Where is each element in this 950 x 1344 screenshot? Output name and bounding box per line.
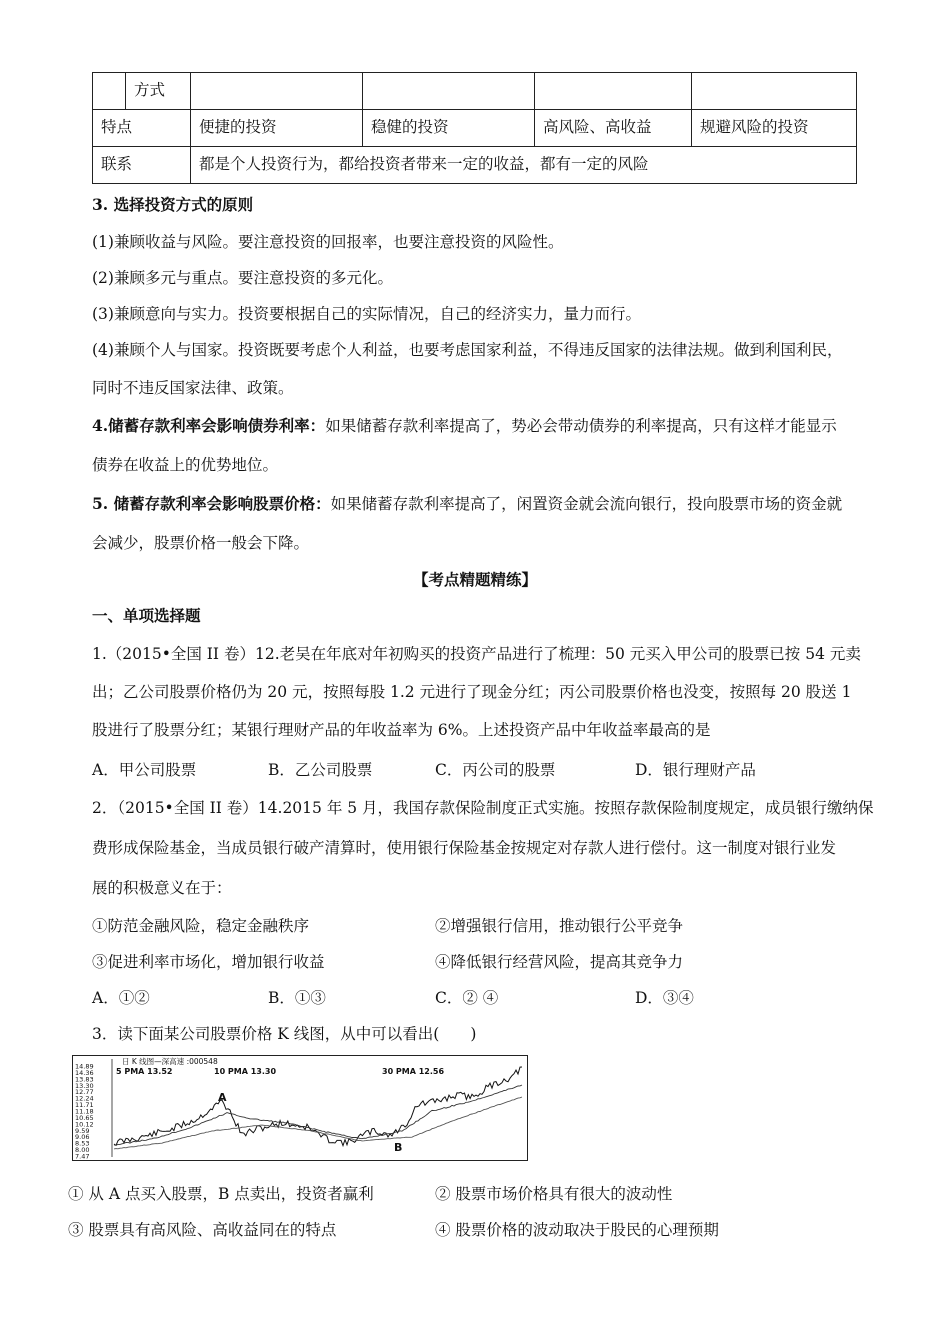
text: 如果储蓄存款利率提高了，闲置资金就会流向银行，投向股票市场的资金就 [330, 495, 843, 513]
y-tick-label: 12.24 [75, 1094, 94, 1103]
stock-k-line-chart [72, 1055, 528, 1161]
paragraph: (4)兼顾个人与国家。投资既要考虑个人利益，也要考虑国家利益，不得违反国家的法律法规。做到利国利民， [92, 341, 843, 359]
table-cell: 特点 [93, 110, 191, 147]
statement: ④ 股票价格的波动取决于股民的心理预期 [435, 1221, 719, 1239]
paragraph [92, 414, 837, 436]
question-line: 3．读下面某公司股票价格 K 线图，从中可以看出( ) [92, 1025, 477, 1043]
table-row [93, 73, 857, 110]
paragraph: 同时不违反国家法律、政策。 [92, 379, 294, 397]
paragraph: (2)兼顾多元与重点。要注意投资的多元化。 [92, 269, 393, 287]
y-tick-label: 9.59 [75, 1126, 90, 1135]
y-tick-label: 13.83 [75, 1075, 94, 1084]
question-line: 2．（2015•全国 II 卷）14.2015 年 5 月，我国存款保险制度正式实施。按照存款保险制度规定，成员银行缴纳保 [92, 799, 874, 817]
investment-comparison-table [92, 72, 857, 184]
y-tick-label: 8.00 [75, 1146, 90, 1155]
part-title: 一、单项选择题 [92, 606, 201, 625]
y-tick-label: 8.53 [75, 1139, 90, 1148]
table-cell: 规避风险的投资 [692, 110, 857, 147]
y-tick-label: 10.12 [75, 1120, 94, 1129]
point-a-label: A [218, 1091, 227, 1104]
statement: ③促进利率市场化，增加银行收益 [92, 953, 325, 971]
table-row [93, 110, 857, 147]
point-b-label: B [394, 1141, 403, 1154]
table-cell: 方式 [126, 73, 191, 110]
statement: ③ 股票具有高风险、高收益同在的特点 [68, 1221, 337, 1239]
question-line: 费形成保险基金，当成员银行破产清算时，使用银行保险基金按规定对存款人进行偿付。这一制度对银行业发 [92, 839, 837, 857]
y-tick-label: 12.77 [75, 1088, 94, 1097]
table-cell: 联系 [93, 147, 191, 184]
statement: ① 从 A 点买入股票，B 点卖出，投资者赢利 [68, 1185, 374, 1203]
table-cell: 都是个人投资行为，都给投资者带来一定的收益，都有一定的风险 [191, 147, 857, 184]
y-tick-label: 13.30 [75, 1081, 94, 1090]
option-a[interactable]: A．①② [92, 989, 150, 1007]
chart-title: 日 K 线图—深高速 :000548 [122, 1057, 218, 1066]
statement: ④降低银行经营风险，提高其竞争力 [435, 953, 684, 971]
question-line: 1.（2015•全国 II 卷）12.老吴在年底对年初购买的投资产品进行了梳理：50 元买入甲公司的股票已按 54 元卖 [92, 645, 861, 663]
table-cell: 高风险、高收益 [535, 110, 692, 147]
option-b[interactable]: B．①③ [268, 989, 326, 1007]
ma10-label: 10 PMA 13.30 [214, 1067, 277, 1076]
ma5-label: 5 PMA 13.52 [116, 1067, 173, 1076]
question-line: 出；乙公司股票价格仍为 20 元，按照每股 1.2 元进行了现金分红；丙公司股票价格也没变，按照每 20 股送 1 [92, 683, 852, 701]
y-tick-label: 7.47 [75, 1152, 90, 1161]
option-d[interactable]: D．银行理财产品 [635, 761, 756, 779]
y-tick-label: 9.06 [75, 1133, 90, 1142]
paragraph: (3)兼顾意向与实力。投资要根据自己的实际情况，自己的经济实力，量力而行。 [92, 305, 641, 323]
table-row [93, 147, 857, 184]
ma30-label: 30 PMA 12.56 [382, 1067, 445, 1076]
paragraph: 会减少，股票价格一般会下降。 [92, 534, 310, 552]
y-tick-label: 10.65 [75, 1113, 94, 1122]
option-c[interactable]: C．② ④ [435, 989, 499, 1007]
question-line: 股进行了股票分红；某银行理财产品的年收益率为 6%。上述投资产品中年收益率最高的是 [92, 721, 711, 739]
statement: ②增强银行信用，推动银行公平竞争 [435, 917, 684, 935]
option-c[interactable]: C．丙公司的股票 [435, 761, 556, 779]
option-a[interactable]: A．甲公司股票 [92, 761, 197, 779]
practice-title: 【考点精题精练】 [412, 570, 537, 589]
y-tick-label: 14.89 [75, 1062, 94, 1071]
section-heading: 3. 选择投资方式的原则 [92, 195, 254, 214]
text: 如果储蓄存款利率提高了，势必会带动债券的利率提高，只有这样才能显示 [325, 417, 837, 435]
paragraph: (1)兼顾收益与风险。要注意投资的回报率，也要注意投资的风险性。 [92, 233, 564, 251]
y-tick-label: 14.36 [75, 1068, 94, 1077]
question-line: 展的积极意义在于： [92, 879, 232, 897]
option-b[interactable]: B．乙公司股票 [268, 761, 373, 779]
y-tick-label: 11.18 [75, 1107, 94, 1116]
y-tick-label: 11.71 [75, 1101, 94, 1110]
paragraph [92, 492, 842, 514]
option-d[interactable]: D．③④ [635, 989, 694, 1007]
paragraph: 债券在收益上的优势地位。 [92, 456, 279, 474]
bold-lead: 5. 储蓄存款利率会影响股票价格： [92, 494, 331, 513]
statement: ①防范金融风险，稳定金融秩序 [92, 917, 310, 935]
statement: ② 股票市场价格具有很大的波动性 [435, 1185, 673, 1203]
table-cell: 便捷的投资 [191, 110, 363, 147]
bold-lead: 4.储蓄存款利率会影响债券利率： [92, 416, 326, 435]
table-cell: 稳健的投资 [363, 110, 535, 147]
